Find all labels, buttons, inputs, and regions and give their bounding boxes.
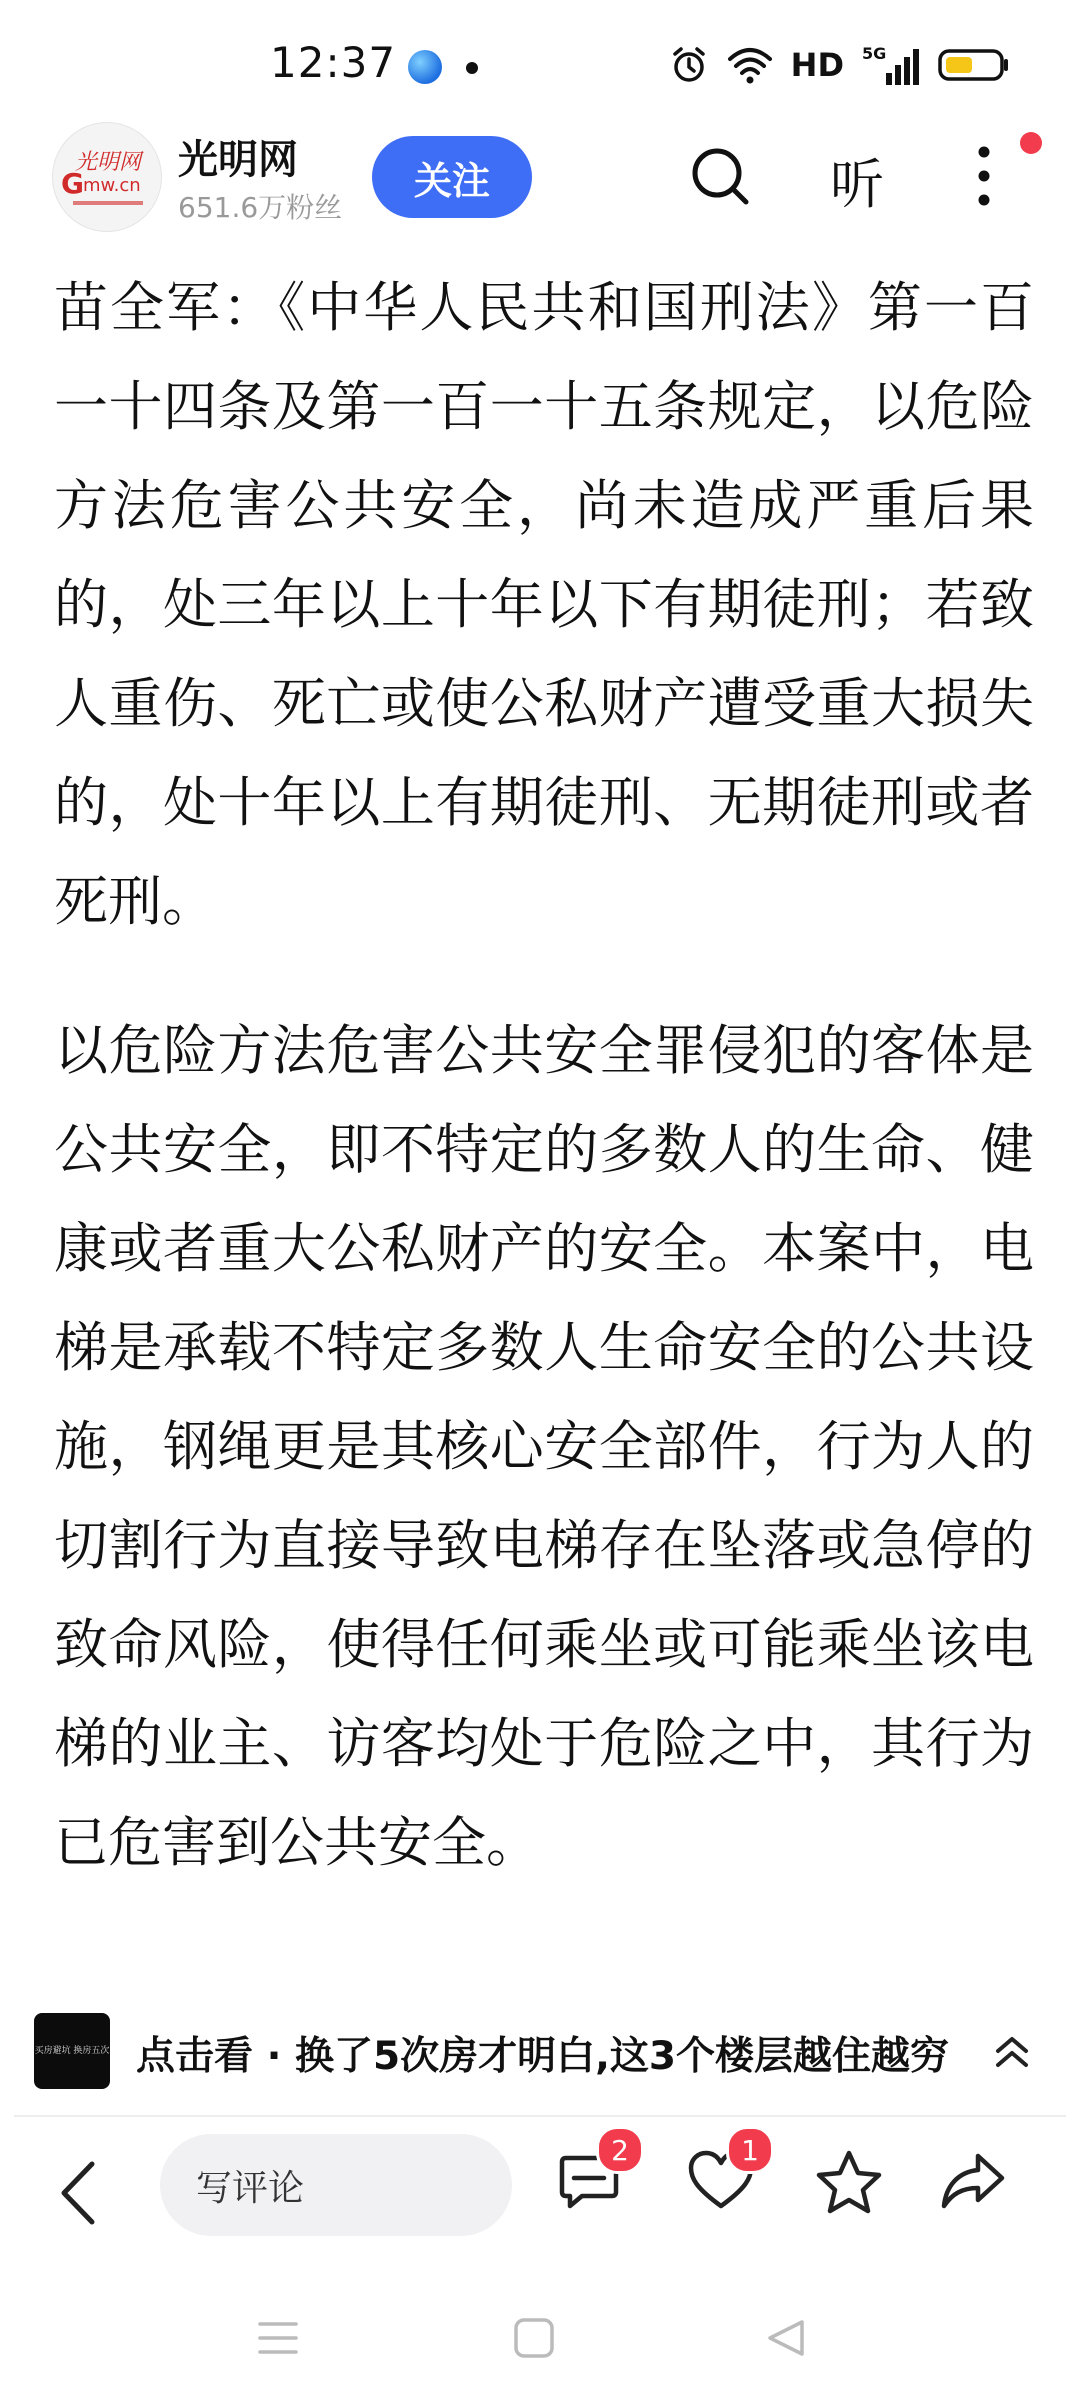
comments-button[interactable] — [556, 2133, 629, 2218]
favorite-button[interactable] — [814, 2148, 884, 2220]
alarm-icon — [669, 45, 709, 85]
notification-badge — [1020, 132, 1042, 154]
expand-button[interactable] — [992, 2029, 1032, 2077]
article-paragraph: 苗全军：《中华人民共和国刑法》第一百一十四条及第一百一十五条规定，以危险方法危害公共安全，尚未造成严重后果的，处三年以上十年以下有期徒刑；若致人重伤、死亡或使公私财产遭受重大损失的，处十年以上有期徒刑、无期徒刑或者死刑。 — [54, 276, 1034, 933]
back-triangle-icon — [764, 2316, 808, 2360]
recommendation-thumbnail: 买房避坑 换房五次 — [34, 2013, 110, 2089]
star-icon — [814, 2148, 884, 2216]
more-vertical-icon — [972, 142, 996, 210]
recommendation-bar[interactable] — [0, 2005, 1080, 2105]
signal-5g-icon — [862, 43, 920, 87]
comment-count-badge: 2 — [596, 2126, 644, 2174]
share-icon — [938, 2148, 1008, 2214]
nav-menu-button[interactable] — [256, 2316, 300, 2364]
svg-text:G: G — [61, 167, 84, 200]
back-button[interactable] — [56, 2158, 100, 2232]
bottom-action-bar — [0, 2118, 1080, 2278]
comment-input[interactable]: 写评论 — [160, 2134, 512, 2236]
menu-icon — [256, 2316, 300, 2360]
battery-icon — [938, 45, 1010, 85]
double-chevron-up-icon — [992, 2029, 1032, 2073]
status-indicators — [669, 40, 1010, 90]
article-body — [54, 258, 1034, 1942]
like-count-badge: 1 — [726, 2126, 774, 2174]
gmw-logo-icon — [53, 123, 161, 231]
divider — [14, 2115, 1066, 2117]
status-time: 12:37 — [270, 38, 397, 87]
back-arrow-icon — [56, 2158, 100, 2228]
article-header — [0, 120, 1080, 235]
channel-logo[interactable] — [52, 122, 162, 232]
recommendation-title[interactable]: 点击看 · 换了5次房才明白,这3个楼层越住越穷 — [136, 2034, 950, 2079]
svg-text:mw.cn: mw.cn — [83, 175, 141, 196]
svg-text:光明网: 光明网 — [75, 150, 142, 175]
like-button[interactable] — [686, 2133, 759, 2218]
nav-back-button[interactable] — [764, 2316, 808, 2364]
status-bar — [0, 0, 1080, 130]
svg-text:5G: 5G — [862, 44, 887, 63]
search-icon — [688, 144, 752, 208]
more-button[interactable] — [972, 142, 996, 214]
hd-label: HD — [790, 46, 844, 84]
wifi-icon — [727, 45, 773, 85]
channel-name[interactable]: 光明网 — [178, 137, 298, 183]
app-notification-icon — [408, 50, 442, 84]
fans-count: 651.6万粉丝 — [178, 191, 343, 224]
system-nav-bar — [0, 2280, 1080, 2400]
notification-dot-icon — [466, 62, 478, 74]
share-button[interactable] — [938, 2148, 1008, 2218]
home-square-icon — [512, 2316, 556, 2360]
follow-button[interactable]: 关注 — [372, 136, 532, 218]
nav-home-button[interactable] — [512, 2316, 556, 2364]
search-button[interactable] — [688, 144, 752, 212]
article-paragraph: 以危险方法危害公共安全罪侵犯的客体是公共安全，即不特定的多数人的生命、健康或者重大公私财产的安全。本案中，电梯是承载不特定多数人生命安全的公共设施，钢绳更是其核心安全部件，行为人的切割行为直接导致电梯存在坠落或急停的致命风险，使得任何乘坐或可能乘坐该电梯的业主、访客均处于危险之中，其行为已危害到公共安全。 — [54, 1019, 1034, 1874]
listen-button[interactable]: 听 — [830, 153, 884, 216]
